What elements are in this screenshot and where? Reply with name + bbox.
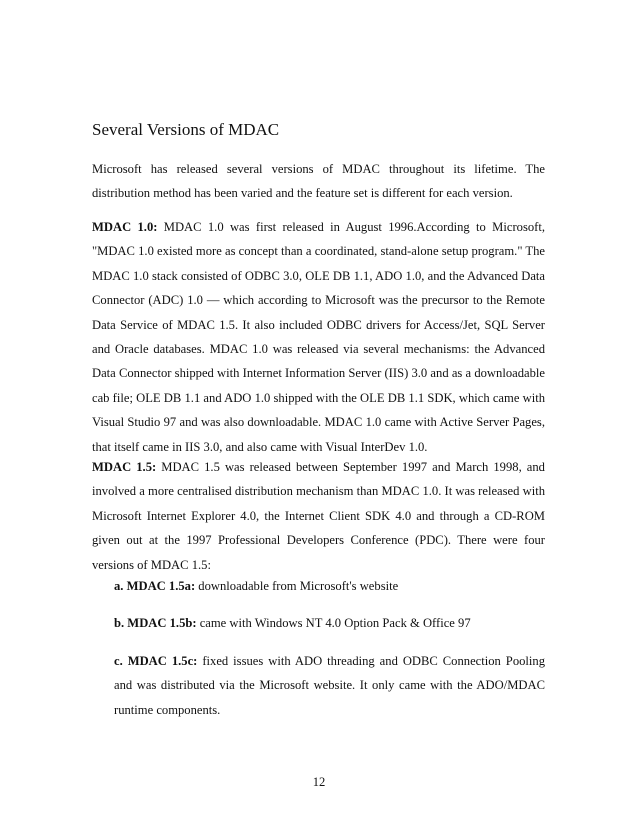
list-item-text: downloadable from Microsoft's website <box>195 579 399 593</box>
list-item-mdac-1-5b <box>114 611 545 635</box>
list-item-label: c. MDAC 1.5c: <box>114 654 198 668</box>
list-item-label: b. MDAC 1.5b: <box>114 616 197 630</box>
list-item-mdac-1-5a <box>114 574 545 598</box>
page-number: 12 <box>312 775 326 789</box>
mdac-1-0-text: MDAC 1.0 was first released in August 1996.According to Microsoft, "MDAC 1.0 existed more as concept than a coordinated, stand-alone setup program." The MDAC 1.0 stack consisted of ODBC 3.0, OLE DB 1.1, ADO 1.0, and the Advanced Data Connector (ADC) 1.0 — which according to Microsoft was the precursor to the Remote Data Service of MDAC 1.5. It also included ODBC drivers for Access/Jet, SQL Server and Oracle databases. MDAC 1.0 was released via several mechanisms: the Advanced Data Connector shipped with Internet Information Server (IIS) 3.0 and as a downloadable cab file; OLE DB 1.1 and ADO 1.0 shipped with the OLE DB 1.1 SDK, which came with Visual Studio 97 and was also downloadable. MDAC 1.0 came with Active Server Pages, that itself came in IIS 3.0, and also came with Visual InterDev 1.0. <box>92 220 545 454</box>
list-item-mdac-1-5c <box>114 649 545 722</box>
section-heading: Several Versions of MDAC <box>92 120 280 139</box>
mdac-1-0-label: MDAC 1.0: <box>92 220 158 234</box>
list-item-text: came with Windows NT 4.0 Option Pack & Office 97 <box>196 616 471 630</box>
mdac-1-0-paragraph <box>92 215 545 459</box>
mdac-1-5-text: MDAC 1.5 was released between September 1997 and March 1998, and involved a more centralised distribution mechanism than MDAC 1.0. It was released with Microsoft Internet Explorer 4.0, the Internet Client SDK 4.0 and through a CD-ROM given out at the 1997 Professional Developers Conference (PDC). There were four versions of MDAC 1.5: <box>92 460 545 572</box>
list-item-label: a. MDAC 1.5a: <box>114 579 196 593</box>
intro-paragraph: Microsoft has released several versions of MDAC throughout its lifetime. The distribution method has been varied and the feature set is different for each version. <box>92 162 545 201</box>
mdac-1-5-label: MDAC 1.5: <box>92 460 157 474</box>
mdac-1-5-paragraph <box>92 455 545 577</box>
list-item-text: fixed issues with ADO threading and ODBC Connection Pooling and was distributed via the Microsoft website. It only came with the ADO/MDAC runtime components. <box>114 654 546 717</box>
